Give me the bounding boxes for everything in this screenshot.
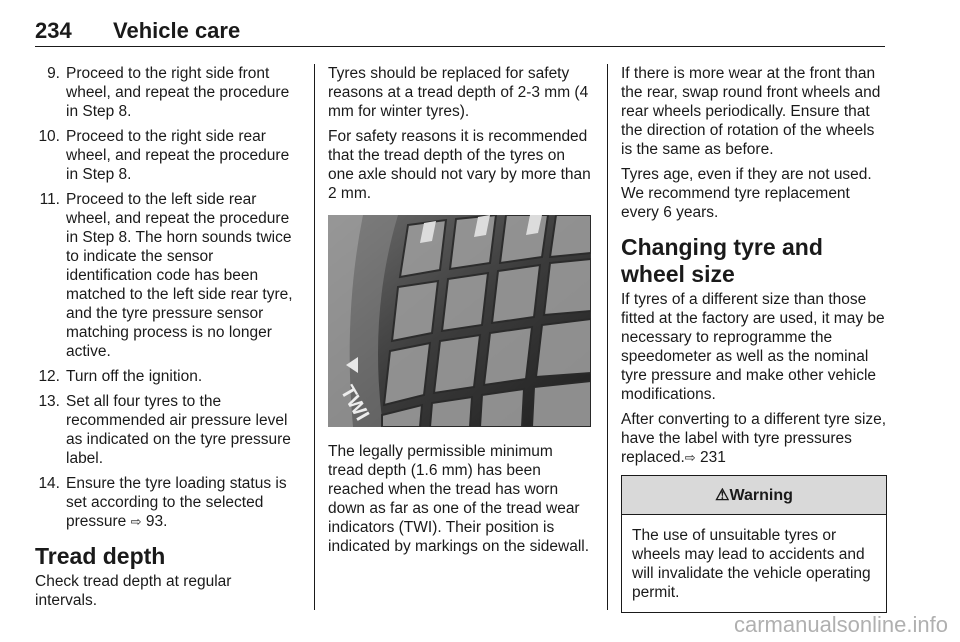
tyre-size-heading: Changing tyre and wheel size [621, 234, 823, 287]
list-item [35, 392, 297, 468]
warning-icon: ⚠ [715, 486, 730, 504]
step-text: Proceed to the right side rear wheel, and repeat the procedure in Step 8. [66, 128, 290, 183]
warning-header [622, 476, 886, 515]
watermark: carmanualsonline.info [733, 612, 948, 637]
cross-reference-icon: ⇨ [130, 514, 142, 529]
steps-list [35, 64, 297, 531]
warning-box [621, 475, 887, 613]
step-number: 11. [39, 191, 60, 208]
list-item [35, 64, 297, 121]
warning-text: The use of unsuitable tyres or wheels may lead to accidents and will invalidate the vehicle operating permit. [632, 527, 871, 601]
twi-label: TWI [335, 381, 374, 425]
column-divider [314, 64, 315, 610]
page-header [35, 18, 885, 47]
list-item [35, 367, 297, 386]
paragraph: Tyres age, even if they are not used. We recommend tyre replacement every 6 years. [621, 166, 872, 221]
tire-tread-illustration [328, 215, 591, 427]
step-text: Turn off the ignition. [66, 368, 203, 385]
paragraph: For safety reasons it is recommended that the tread depth of the tyres on one axle should not vary by more than 2 mm. [328, 128, 591, 202]
list-item [35, 190, 297, 361]
list-item [35, 474, 297, 531]
paragraph: If tyres of a different size than those fitted at the factory are used, it may be necessary to reprogramme the speedometer as well as the nominal tyre pressure and make other vehicle modifications. [621, 291, 885, 403]
page-reference-link[interactable]: 93 [145, 513, 164, 530]
step-text: Proceed to the right side front wheel, and repeat the procedure in Step 8. [66, 65, 290, 120]
step-number: 10. [38, 128, 60, 145]
column-2 [328, 64, 591, 562]
step-number: 12. [38, 368, 60, 385]
cross-reference-icon: ⇨ [684, 450, 696, 465]
tread-depth-text: Check tread depth at regular intervals. [35, 573, 232, 609]
column-3 [621, 64, 887, 613]
step-text: Proceed to the left side rear wheel, and repeat the procedure in Step 8. The horn sounds twice to indicate the sensor identification code has been matched to the left side rear tyre, and the tyre pressure sensor matching process is no longer active. [66, 191, 293, 360]
step-text [66, 474, 297, 531]
paragraph: If there is more wear at the front than the rear, swap round front wheels and rear wheels periodically. Ensure that the direction of rotation of the wheels is the same as before. [621, 65, 881, 158]
page-title: Vehicle care [113, 18, 241, 43]
step-number: 14. [38, 475, 60, 492]
paragraph-body: After converting to a different tyre size, have the label with tyre pressures replaced. [621, 411, 887, 466]
paragraph [621, 410, 887, 467]
page-reference-link[interactable]: 231 [699, 449, 726, 466]
page-number: 234 [35, 18, 72, 43]
tread-depth-heading: Tread depth [35, 543, 166, 569]
step-number: 13. [38, 393, 60, 410]
step-text: Set all four tyres to the recommended air pressure level as indicated on the tyre pressure label. [66, 393, 291, 467]
paragraph: Tyres should be replaced for safety reasons at a tread depth of 2-3 mm (4 mm for winter tyres). [328, 65, 589, 120]
list-item [35, 127, 297, 184]
column-1 [35, 64, 297, 616]
step-text-suffix: . [163, 513, 168, 530]
warning-title: Warning [729, 486, 793, 504]
paragraph: The legally permissible minimum tread depth (1.6 mm) has been reached when the tread has worn down as far as one of the tread wear indicators (TWI). Their position is indicated by markings on the sidewall. [328, 443, 590, 555]
step-text-body: Ensure the tyre loading status is set according to the selected pressure [66, 475, 287, 530]
column-divider [607, 64, 608, 610]
step-number: 9. [47, 65, 60, 82]
